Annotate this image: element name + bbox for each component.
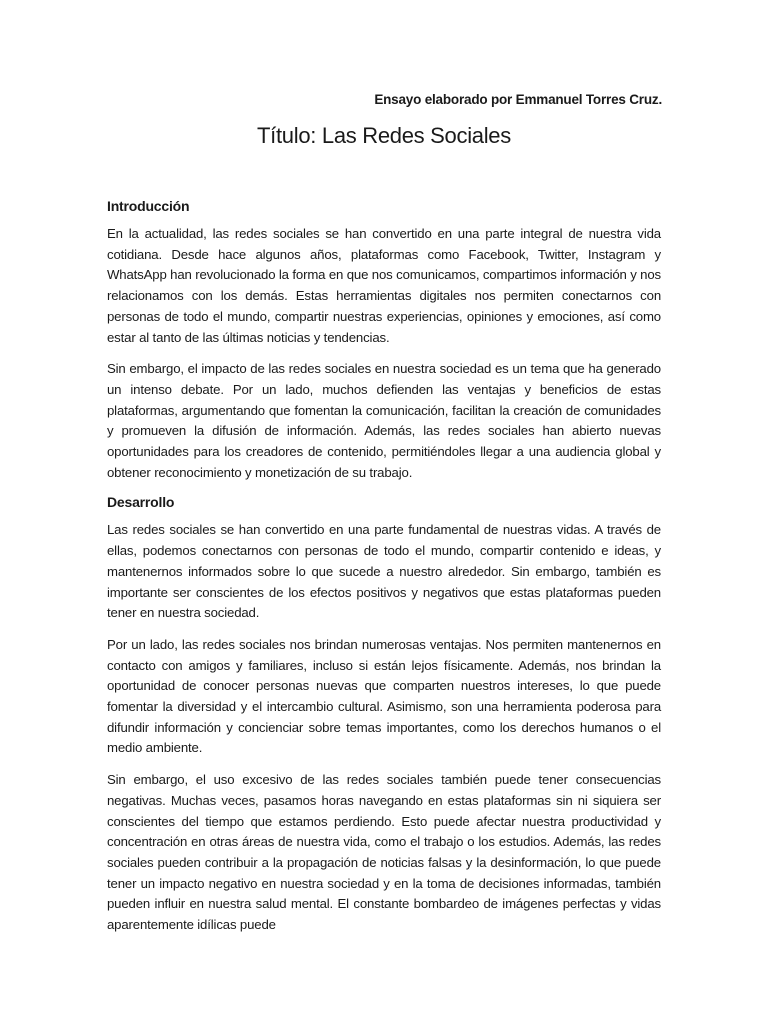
document-body [107,198,661,947]
section-heading-introduccion: Introducción [107,198,190,214]
desarrollo-paragraph-2: Por un lado, las redes sociales nos brindan numerosas ventajas. Nos permiten mantenernos en contacto con amigos y familiares, incluso si están lejos físicamente. Además, nos brindan la oportunidad de conocer personas nuevas que comparten nuestros intereses, lo que puede fomentar la diversidad y el intercambio cultural. Asimismo, son una herramienta poderosa para difundir información y concienciar sobre temas importantes, como los derechos humanos o el medio ambiente. [107,636,661,756]
author-line: Ensayo elaborado por Emmanuel Torres Cruz. [374,92,662,107]
intro-paragraph-2: Sin embargo, el impacto de las redes sociales en nuestra sociedad es un tema que ha generado un intenso debate. Por un lado, muchos defienden las ventajas y beneficios de estas plataformas, argumentando que fomentan la comunicación, facilitan la creación de comunidades y promueven la difusión de información. Además, las redes sociales han abierto nuevas oportunidades para los creadores de contenido, permitiéndoles llegar a una audiencia global y obtener reconocimiento y monetización de su trabajo. [107,361,661,480]
desarrollo-paragraph-1: Las redes sociales se han convertido en una parte fundamental de nuestras vidas. A través de ellas, podemos conectarnos con personas de todo el mundo, compartir contenido e ideas, y mantenernos informados sobre lo que sucede a nuestro alrededor. Sin embargo, también es importante ser conscientes de los efectos positivos y negativos que estas plataformas pueden tener en nuestra sociedad. [107,522,661,621]
desarrollo-paragraph-3: Sin embargo, el uso excesivo de las redes sociales también puede tener consecuencias negativas. Muchas veces, pasamos horas navegando en estas plataformas sin ni siquiera ser conscientes del tiempo que estamos perdiendo. Esto puede afectar nuestra productividad y concentración en otras áreas de nuestra vida, como el trabajo o los estudios. Además, las redes sociales pueden contribuir a la propagación de noticias falsas y la desinformación, lo que puede tener un impacto negativo en nuestra sociedad y en la toma de decisiones informadas, también pueden influir en nuestra salud mental. El constante bombardeo de imágenes perfectas y vidas aparentemente idílicas puede [107,772,661,933]
document-title: Título: Las Redes Sociales [257,123,511,148]
section-heading-desarrollo: Desarrollo [107,494,175,511]
intro-paragraph-1: En la actualidad, las redes sociales se han convertido en una parte integral de nuestra vida cotidiana. Desde hace algunos años, plataformas como Facebook, Twitter, Instagram y WhatsApp han revolucionado la forma en que nos comunicamos, compartimos información y nos relacionamos con los demás. Estas herramientas digitales nos permiten conectarnos con personas de todo el mundo, compartir nuestras experiencias, opiniones y emociones, así como estar al tanto de las últimas noticias y tendencias. [107,226,661,345]
